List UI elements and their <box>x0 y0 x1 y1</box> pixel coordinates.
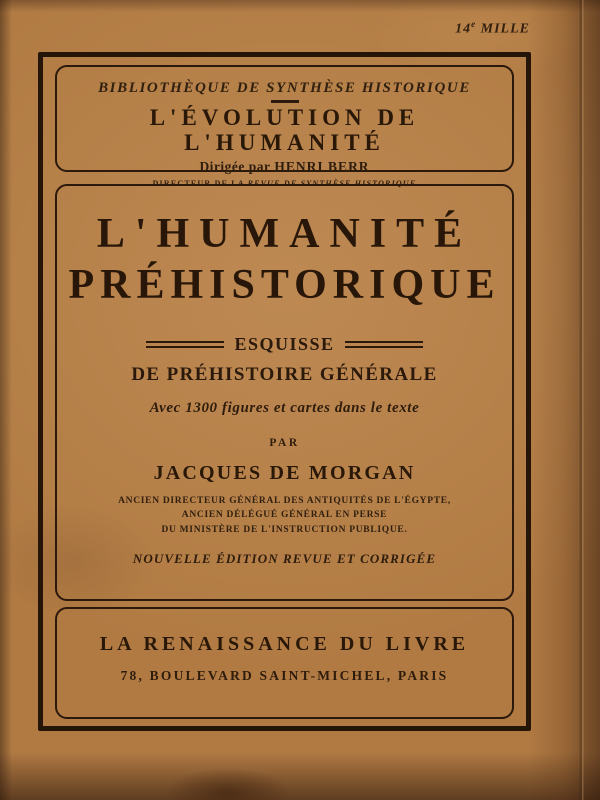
cover-frame <box>38 52 531 731</box>
edition-note: NOUVELLE ÉDITION REVUE ET CORRIGÉE <box>132 551 437 567</box>
edition-mille <box>455 19 530 38</box>
author-credentials <box>57 494 512 538</box>
author-name: JACQUES DE MORGAN <box>153 461 416 484</box>
figures-note: Avec 1300 figures et cartes dans le texte <box>149 399 420 416</box>
series-directed-by <box>57 159 512 175</box>
credential-line: ANCIEN DIRECTEUR GÉNÉRAL DES ANTIQUITÉS DE L'ÉGYPTE, <box>118 495 451 506</box>
series-title: L'ÉVOLUTION DE L'HUMANITÉ <box>149 105 420 156</box>
director-role-prefix: DIRECTEUR DE LA <box>152 178 245 188</box>
book-title-line2: PRÉHISTORIQUE <box>68 262 501 309</box>
directed-by-prefix: Dirigée par <box>199 158 271 174</box>
mille-word: MILLE <box>480 21 530 37</box>
mille-number: 14 <box>455 21 472 37</box>
subtitle-word: ESQUISSE <box>234 333 335 354</box>
paper-crease <box>579 0 584 800</box>
book-title <box>57 212 512 309</box>
double-rule-right <box>345 341 423 348</box>
director-role-journal: REVUE DE SYNTHÈSE HISTORIQUE <box>247 178 417 188</box>
series-underline <box>271 100 299 103</box>
double-rule-left <box>146 341 224 348</box>
book-title-line1: L'HUMANITÉ <box>96 211 473 257</box>
series-panel <box>55 65 514 188</box>
subtitle-row <box>57 334 512 355</box>
publisher-name: LA RENAISSANCE DU LIVRE <box>99 633 470 655</box>
mille-superscript: e <box>471 19 477 29</box>
title-panel <box>55 184 514 601</box>
directed-by-name: HENRI BERR <box>274 158 370 174</box>
credential-line: ANCIEN DÉLÉGUÉ GÉNÉRAL EN PERSE <box>181 510 388 521</box>
credential-line: DU MINISTÈRE DE L'INSTRUCTION PUBLIQUE. <box>161 524 408 535</box>
publisher-address: 78, BOULEVARD SAINT-MICHEL, PARIS <box>120 668 449 683</box>
publisher-panel <box>55 607 514 719</box>
series-library-title: BIBLIOTHÈQUE DE SYNTHÈSE HISTORIQUE <box>98 80 471 96</box>
by-label: PAR <box>269 436 300 449</box>
subtitle-line2: DE PRÉHISTOIRE GÉNÉRALE <box>131 363 438 385</box>
